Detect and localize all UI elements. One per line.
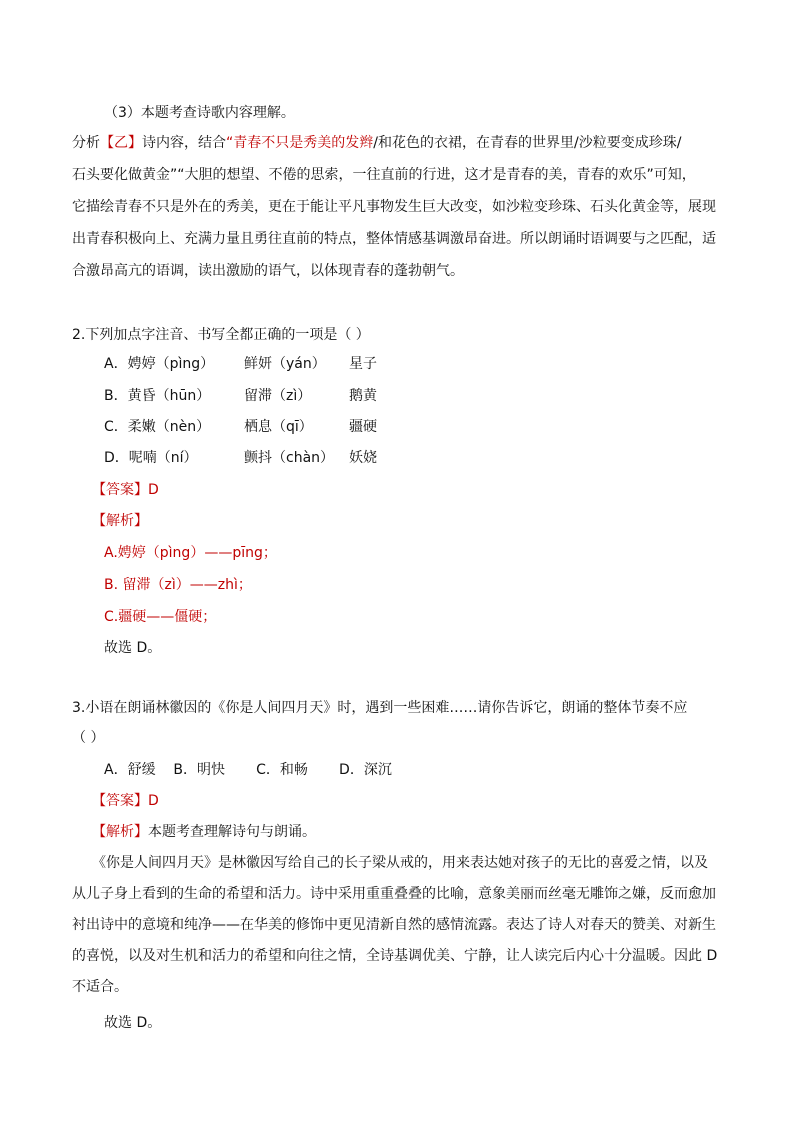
section3-paragraph-line2: 石头要化做黄金”“大胆的想望、不倦的思索，一往直前的行进，这才是青春的美，青春的欢乐”可知， <box>72 167 696 183</box>
q3-answer: 【答案】D <box>92 793 159 809</box>
q2-stem: 2.下列加点字注音、书写全都正确的一项是（ ） <box>72 327 370 343</box>
option-text: 留滞（zì） <box>244 388 312 404</box>
option-text: 鲜妍（yán） <box>244 356 326 372</box>
quote-fragment: “青春不只是秀美的发辫 <box>226 135 374 151</box>
q2-analysis-label: 【解析】 <box>92 513 148 529</box>
option-text: 颤抖（chàn） <box>244 450 335 466</box>
q3-paragraph-line1: 《你是人间四月天》是林徽因写给自己的长子梁从戒的，用来表达她对孩子的无比的喜爱之情，以及 <box>92 855 708 871</box>
q2-analysis-a: A.娉婷（pìng）——pīng； <box>104 545 277 561</box>
section3-paragraph-line3: 它描绘青春不只是外在的秀美，更在于能让平凡事物发生巨大改变，如沙粒变珍珠、石头化黄金等，展现 <box>72 199 716 215</box>
q3-paragraph-line2: 从儿子身上看到的生命的希望和活力。诗中采用重重叠叠的比喻，意象美丽而丝毫无雕饰之嫌，反而愈加 <box>72 886 716 902</box>
q2-option-a <box>104 354 377 374</box>
q2-option-c <box>104 417 377 437</box>
section3-heading: （3）本题考查诗歌内容理解。 <box>104 105 295 121</box>
option-text: 栖息（qī） <box>244 419 313 435</box>
section3-paragraph-line4: 出青春积极向上、充满力量且勇往直前的特点，整体情感基调激昂奋进。所以朗诵时语调要与之匹配，适 <box>72 231 716 247</box>
option-text: 妖娆 <box>349 450 377 466</box>
option-text: D．呢喃（ní） <box>104 450 198 466</box>
analysis-word: 分析 <box>72 135 100 151</box>
option-text: C．柔嫩（nèn） <box>104 419 211 435</box>
q3-analysis-text: 本题考查理解诗句与朗诵。 <box>148 824 316 840</box>
q2-answer: 【答案】D <box>92 482 159 498</box>
text-fragment: /和花色的衣裙，在青春的世界里/沙粒要变成珍珠/ <box>373 135 682 151</box>
q2-analysis-c: C.疆硬——僵硬； <box>104 609 217 625</box>
q3-paragraph-line5: 不适合。 <box>72 979 128 995</box>
section3-paragraph-line1 <box>72 133 681 153</box>
text-fragment: 诗内容，结合 <box>142 135 226 151</box>
option-text: 疆硬 <box>349 419 377 435</box>
q2-option-b <box>104 386 377 406</box>
q3-paragraph-line3: 衬出诗中的意境和纯净——在华美的修饰中更见清新自然的感情流露。表达了诗人对春天的赞美、对新生 <box>72 917 716 933</box>
q3-options: A．舒缓 B．明快 C．和畅 D．深沉 <box>104 762 392 778</box>
poem-yi-label: 【乙】 <box>100 135 142 151</box>
q3-stem-line1: 3.小语在朗诵林徽因的《你是人间四月天》时，遇到一些困难……请你告诉它，朗诵的整体节奏不应 <box>72 700 688 716</box>
option-text: B．黄昏（hūn） <box>104 388 211 404</box>
q3-analysis-line <box>92 822 316 842</box>
q3-paragraph-line4: 的喜悦，以及对生机和活力的希望和向往之情，全诗基调优美、宁静，让人读完后内心十分温暖。因此 D <box>72 948 718 964</box>
option-text: 鹅黄 <box>349 388 377 404</box>
option-text: A．娉婷（pìng） <box>104 356 215 372</box>
q2-option-d <box>104 448 377 468</box>
q3-stem-line2: （ ） <box>72 730 105 746</box>
option-text: 星子 <box>349 356 377 372</box>
q3-conclusion: 故选 D。 <box>104 1015 162 1031</box>
q3-analysis-label: 【解析】 <box>92 824 148 840</box>
q2-analysis-b: B. 留滞（zì）——zhì； <box>104 577 252 593</box>
section3-paragraph-line5: 合激昂高亢的语调，读出激励的语气，以体现青春的蓬勃朝气。 <box>72 263 464 279</box>
q2-conclusion: 故选 D。 <box>104 640 162 656</box>
